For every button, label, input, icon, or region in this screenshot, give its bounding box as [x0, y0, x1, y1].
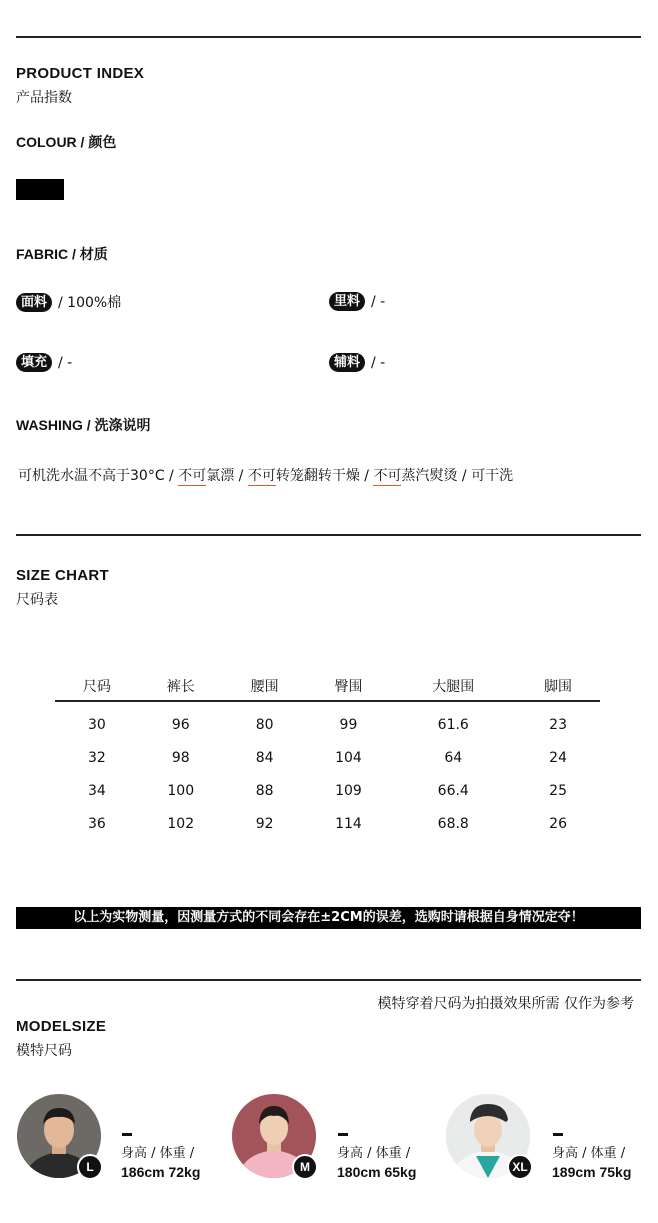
colour-swatch-black[interactable] — [16, 179, 64, 200]
colour-label: COLOUR / 颜色 — [16, 134, 117, 150]
table-cell: 32 — [88, 749, 106, 766]
fabric-tag: 辅料 — [329, 353, 365, 372]
header-cell: 大腿围 — [390, 672, 516, 701]
top-divider — [16, 36, 641, 38]
washing-text: 氯漂 — [206, 468, 235, 484]
size-chart-title: SIZE CHART — [16, 567, 109, 584]
header-cell: 脚围 — [516, 672, 600, 701]
table-cell: 26 — [549, 815, 567, 832]
table-cell: 64 — [444, 749, 463, 766]
table-cell: 61.6 — [437, 716, 469, 733]
washing-text: / — [164, 468, 179, 484]
table-cell: 102 — [167, 815, 195, 832]
table-cell: 23 — [549, 716, 567, 733]
table-row — [55, 807, 600, 840]
table-cell: 88 — [255, 782, 274, 799]
washing-text: / — [359, 468, 374, 484]
washing-text: 蒸汽熨烫 — [401, 468, 458, 484]
washing-text: 可机洗水温不高于30°C — [18, 468, 165, 484]
model-stats-3 — [552, 1144, 631, 1183]
table-cell: 30 — [88, 716, 106, 733]
model-stats-2 — [337, 1144, 416, 1183]
model-size-note: 模特穿着尺码为拍摄效果所需 仅作为参考 — [377, 996, 634, 1012]
fabric-value: / - — [371, 293, 386, 310]
fabric-item-lining — [329, 292, 385, 311]
size-chart-subtitle: 尺码表 — [16, 592, 58, 608]
size-table-header — [55, 672, 600, 701]
model-size-badge-1: L — [77, 1154, 103, 1180]
header-cell: 尺码 — [55, 672, 139, 701]
table-cell: 100 — [167, 782, 195, 799]
size-table — [55, 672, 600, 840]
washing-instructions — [18, 465, 513, 485]
table-cell: 104 — [335, 749, 362, 766]
washing-text: / 可干洗 — [457, 468, 514, 484]
table-row — [55, 741, 600, 774]
fabric-value: / 100%棉 — [58, 295, 122, 311]
model-stat-value: 186cm 72kg — [121, 1164, 201, 1180]
table-cell: 36 — [88, 815, 106, 832]
table-cell: 68.8 — [437, 815, 469, 832]
table-cell: 109 — [335, 782, 362, 799]
model-size-subtitle: 模特尺码 — [16, 1043, 72, 1059]
washing-warning-text: 不可 — [178, 468, 207, 484]
model-dash-3 — [553, 1133, 563, 1136]
table-cell: 24 — [549, 749, 567, 766]
model-size-badge-2: M — [292, 1154, 318, 1180]
product-index-title: PRODUCT INDEX — [16, 65, 145, 82]
table-cell: 99 — [339, 716, 358, 733]
table-cell: 92 — [255, 815, 274, 832]
size-chart-divider — [16, 534, 641, 536]
table-cell: 84 — [255, 749, 274, 766]
model-size-badge-3: XL — [507, 1154, 533, 1180]
fabric-value: / - — [58, 354, 73, 371]
model-stat-label: 身高 / 体重 / — [121, 1146, 195, 1161]
table-cell: 114 — [335, 815, 362, 832]
washing-label: WASHING / 洗涤说明 — [16, 417, 151, 433]
table-cell: 66.4 — [437, 782, 469, 799]
table-cell: 98 — [171, 749, 190, 766]
header-cell: 裤长 — [139, 672, 223, 701]
fabric-item-filling — [16, 353, 72, 372]
fabric-item-shell — [16, 292, 121, 312]
washing-text: / — [234, 468, 248, 484]
model-dash-1 — [122, 1133, 132, 1136]
fabric-tag: 填充 — [16, 353, 52, 372]
model-stat-value: 180cm 65kg — [337, 1164, 417, 1180]
washing-warning-text: 不可 — [247, 468, 276, 484]
model-dash-2 — [338, 1133, 348, 1136]
table-cell: 25 — [549, 782, 567, 799]
header-cell: 臀围 — [307, 672, 391, 701]
model-size-title: MODELSIZE — [16, 1018, 107, 1035]
model-stats-1 — [121, 1144, 200, 1183]
table-cell: 80 — [255, 716, 274, 733]
fabric-tag: 面料 — [16, 293, 52, 312]
measurement-disclaimer-banner: 以上为实物测量，因测量方式的不同会存在±2CM的误差，选购时请根据自身情况定夺！ — [16, 907, 641, 929]
model-size-divider — [16, 979, 641, 981]
washing-warning-text: 不可 — [373, 468, 402, 484]
model-stat-label: 身高 / 体重 / — [337, 1146, 411, 1161]
table-row — [55, 774, 600, 807]
header-cell: 腰围 — [223, 672, 307, 701]
table-row — [55, 701, 600, 741]
fabric-value: / - — [371, 354, 386, 371]
product-index-subtitle: 产品指数 — [16, 90, 72, 106]
washing-text: 转笼翻转干燥 — [275, 468, 360, 484]
fabric-label: FABRIC / 材质 — [16, 246, 108, 262]
fabric-item-accessory — [329, 353, 385, 372]
model-stat-value: 189cm 75kg — [552, 1164, 632, 1180]
table-cell: 96 — [171, 716, 190, 733]
fabric-tag: 里料 — [329, 292, 365, 311]
table-cell: 34 — [88, 782, 106, 799]
model-stat-label: 身高 / 体重 / — [552, 1146, 626, 1161]
